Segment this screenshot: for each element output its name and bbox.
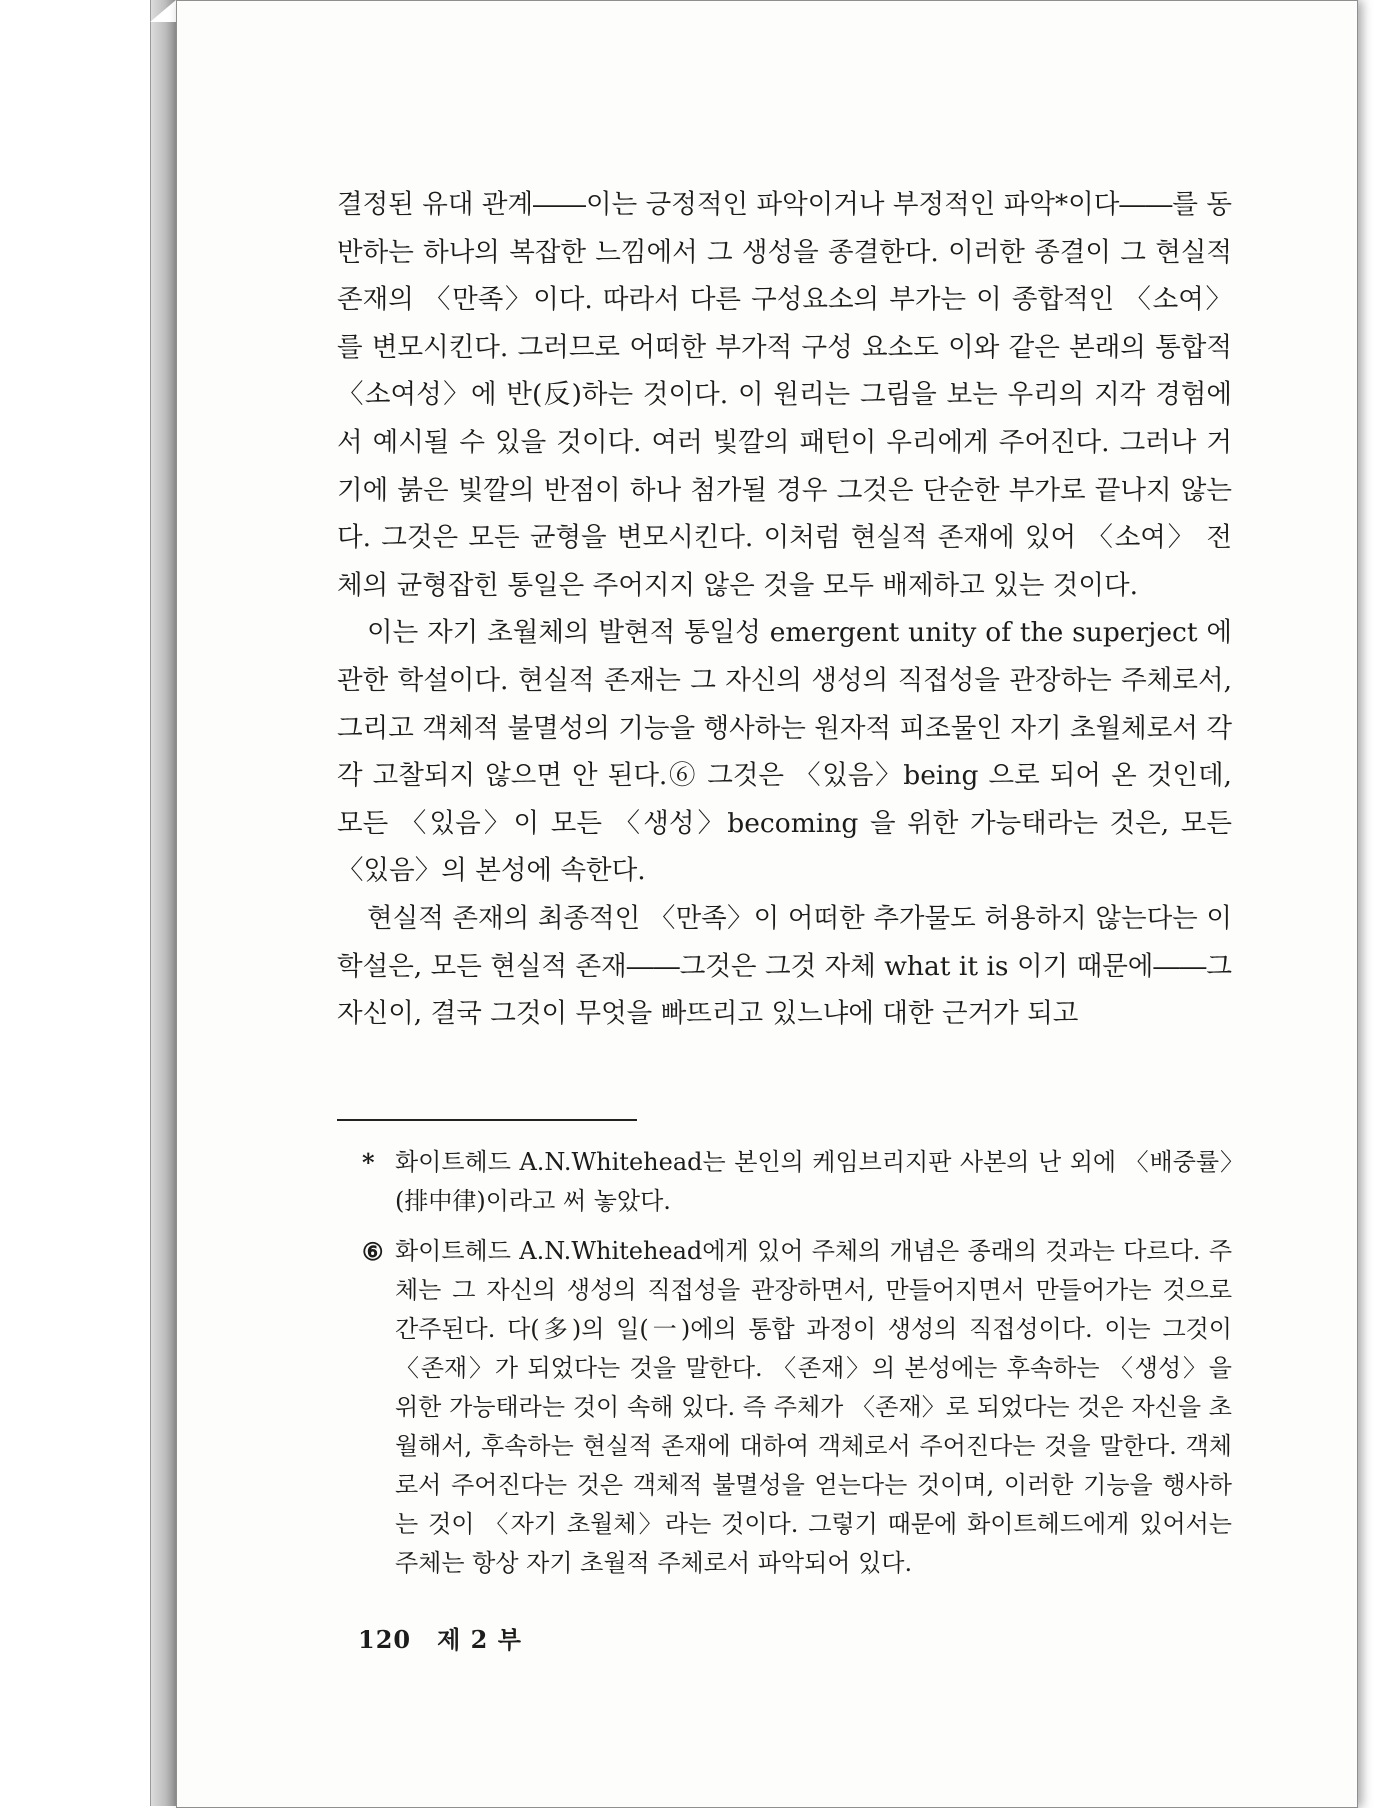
footnote-item: [362, 1143, 1232, 1221]
footnote-text: 화이트헤드 A.N.Whitehead에게 있어 주체의 개념은 종래의 것과는 다르다. 주체는 그 자신의 생성의 직접성을 관장하면서, 만들어지면서 만들어가는 것으로 간주된다. 다(多)의 일(一)에의 통합 과정이 생성의 직접성이다. 이는 그것이 〈존재〉가 되었다는 것을 말한다. 〈존재〉의 본성에는 후속하는 〈생성〉을 위한 가능태라는 것이 속해 있다. 즉 주체가 〈존재〉로 되었다는 것은 자신을 초월해서, 후속하는 현실적 존재에 대하여 객체로서 주어진다는 것을 말한다. 객체로서 주어진다는 것은 객체적 불멸성을 얻는다는 것이며, 이러한 기능을 행사하는 것이 〈자기 초월체〉라는 것이다. 그렇기 때문에 화이트헤드에게 있어서는 주체는 항상 자기 초월적 주체로서 파악되어 있다.: [395, 1237, 1232, 1577]
paragraph: 현실적 존재의 최종적인 〈만족〉이 어떠한 추가물도 허용하지 않는다는 이 학설은, 모든 현실적 존재――그것은 그것 자체 what it is 이기 때문에――그 자신이, 결국 그것이 무엇을 빠뜨리고 있느냐에 대한 근거가 되고: [337, 902, 1232, 1030]
paragraph: 이는 자기 초월체의 발현적 통일성 emergent unity of the superject 에 관한 학설이다. 현실적 존재는 그 자신의 생성의 직접성을 관장하는 주체로서, 그리고 객체적 불멸성의 기능을 행사하는 원자적 피조물인 자기 초월체로서 각각 고찰되지 않으면 안 된다.⑥ 그것은 〈있음〉being 으로 되어 온 것인데, 모든 〈있음〉이 모든 〈생성〉becoming 을 위한 가능태라는 것은, 모든 〈있음〉의 본성에 속한다.: [337, 617, 1232, 887]
page-number: 120: [358, 1625, 412, 1654]
footnote-text: 화이트헤드 A.N.Whitehead는 본인의 케임브리지판 사본의 난 외에 〈배중률〉(排中律)이라고 써 놓았다.: [395, 1148, 1232, 1215]
footnote-mark: *: [362, 1148, 375, 1177]
footnote-item: [362, 1232, 1232, 1583]
part-label: 제 2 부: [437, 1625, 522, 1654]
book-spine-edge: [150, 0, 177, 1806]
footnote-divider: [337, 1119, 637, 1121]
page-footer: [358, 1620, 548, 1655]
footnotes: [362, 1143, 1232, 1594]
book-page: [176, 0, 1358, 1808]
footnote-mark: ⑥: [362, 1237, 384, 1266]
paragraph: 결정된 유대 관계――이는 긍정적인 파악이거나 부정적인 파악*이다――를 동반하는 하나의 복잡한 느낌에서 그 생성을 종결한다. 이러한 종결이 그 현실적 존재의 〈만족〉이다. 따라서 다른 구성요소의 부가는 이 종합적인 〈소여〉를 변모시킨다. 그러므로 어떠한 부가적 구성 요소도 이와 같은 본래의 통합적 〈소여성〉에 반(反)하는 것이다. 이 원리는 그림을 보는 우리의 지각 경험에서 예시될 수 있을 것이다. 여러 빛깔의 패턴이 우리에게 주어진다. 그러나 거기에 붉은 빛깔의 반점이 하나 첨가될 경우 그것은 단순한 부가로 끝나지 않는다. 그것은 모든 균형을 변모시킨다. 이처럼 현실적 존재에 있어 〈소여〉 전체의 균형잡힌 통일은 주어지지 않은 것을 모두 배제하고 있는 것이다.: [337, 189, 1232, 601]
body-text: [337, 181, 1232, 1038]
